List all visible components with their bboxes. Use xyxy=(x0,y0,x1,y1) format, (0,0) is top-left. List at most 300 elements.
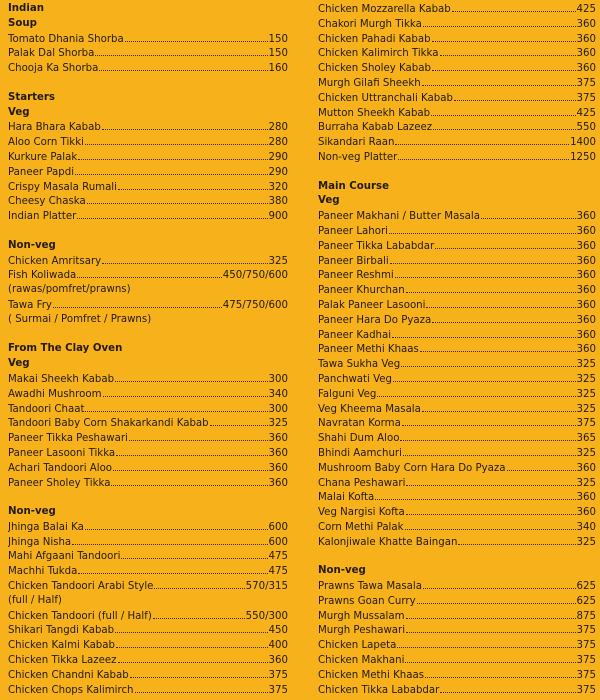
dot-leader xyxy=(420,342,576,352)
menu-item-price: 280 xyxy=(268,122,288,134)
menu-item-price: 425 xyxy=(576,4,596,15)
menu-item xyxy=(318,313,596,328)
menu-item xyxy=(8,431,288,446)
menu-item-price: 900 xyxy=(268,211,288,223)
menu-item-price: 1400 xyxy=(570,137,596,149)
dot-leader xyxy=(454,91,576,101)
menu-item-note: (full / Half) xyxy=(8,594,62,606)
menu-item-name: Paneer Lahori xyxy=(318,225,388,237)
menu-item xyxy=(8,623,288,638)
menu-item xyxy=(318,32,596,47)
menu-item-name: Mutton Sheekh Kabab xyxy=(318,107,431,119)
dot-leader xyxy=(390,254,576,264)
menu-item-name: Veg Nargisi Kofta xyxy=(318,507,405,519)
menu-item xyxy=(8,268,288,283)
menu-item-price: 1250 xyxy=(570,151,596,163)
menu-item xyxy=(8,120,288,135)
dot-leader xyxy=(426,298,575,308)
dot-leader xyxy=(458,535,575,545)
menu-item-price: 325 xyxy=(576,359,596,371)
menu-item-price: 290 xyxy=(268,166,288,178)
menu-item xyxy=(318,609,596,624)
menu-item-price: 300 xyxy=(268,373,288,385)
menu-item-price: 360 xyxy=(268,462,288,474)
menu-item-price: 360 xyxy=(576,225,596,237)
menu-item-price: 360 xyxy=(576,507,596,519)
menu-item-price: 325 xyxy=(576,447,596,459)
menu-item-price: 325 xyxy=(576,536,596,548)
menu-item-price: 150 xyxy=(268,48,288,60)
menu-item-price: 375 xyxy=(268,684,288,696)
menu-item xyxy=(318,683,596,698)
menu-item-name: Aloo Corn Tikki xyxy=(8,137,84,149)
menu-item xyxy=(318,505,596,520)
dot-leader xyxy=(481,209,576,219)
menu-item xyxy=(8,549,288,564)
menu-item-name: Fish Koliwada xyxy=(8,270,77,282)
menu-item xyxy=(318,342,596,357)
menu-item-price: 625 xyxy=(576,595,596,607)
menu-item xyxy=(318,76,596,91)
dot-leader xyxy=(432,313,575,323)
spacer xyxy=(8,224,288,239)
spacer xyxy=(318,165,596,180)
menu-item xyxy=(8,209,288,224)
menu-item-price: 360 xyxy=(576,462,596,474)
menu-item-name: Jhinga Balai Ka xyxy=(8,521,84,533)
menu-item-name: Sikandari Raan xyxy=(318,137,395,149)
menu-item-name: Chicken Chops Kalimirch xyxy=(8,684,134,696)
menu-item-price: 360 xyxy=(576,344,596,356)
dot-leader xyxy=(135,683,268,693)
dot-leader xyxy=(75,165,268,175)
menu-item-price: 450/750/600 xyxy=(222,270,288,282)
menu-item xyxy=(318,579,596,594)
menu-item-price: 625 xyxy=(576,581,596,593)
dot-leader xyxy=(432,61,576,71)
menu-item-price: 475 xyxy=(268,566,288,578)
menu-item-price: 325 xyxy=(576,477,596,489)
menu-item-price: 360 xyxy=(576,492,596,504)
menu-item xyxy=(318,490,596,505)
menu-item-price: 325 xyxy=(576,373,596,385)
section-heading-indian: Indian xyxy=(8,3,44,14)
menu-item-price: 150 xyxy=(268,33,288,45)
menu-item-name: Tandoori Baby Corn Shakarkandi Kabab xyxy=(8,418,209,430)
dot-leader xyxy=(395,135,569,145)
menu-item-name: Machhi Tukda xyxy=(8,566,78,578)
dot-leader xyxy=(405,653,575,663)
menu-item-name: Chana Peshawari xyxy=(318,477,406,489)
menu-item-name: Falguni Veg xyxy=(318,388,377,400)
dot-leader xyxy=(154,579,244,589)
menu-item xyxy=(8,638,288,653)
menu-item-price: 365 xyxy=(576,433,596,445)
menu-item-name: Paneer Reshmi xyxy=(318,270,394,282)
dot-leader xyxy=(113,461,268,471)
section-heading-main-course: Main Course xyxy=(318,180,390,192)
menu-item-name: Navratan Korma xyxy=(318,418,401,430)
dot-leader xyxy=(87,194,268,204)
section-heading-non-veg: Non-veg xyxy=(8,506,56,518)
menu-item-name: Chicken Kalimirch Tikka xyxy=(318,48,439,60)
dot-leader xyxy=(118,180,268,190)
menu-item xyxy=(318,372,596,387)
menu-item-price: 360 xyxy=(576,63,596,75)
menu-item-price: 320 xyxy=(268,181,288,193)
dot-leader xyxy=(377,387,575,397)
menu-item-name: Veg Kheema Masala xyxy=(318,403,421,415)
menu-item-name: Prawns Goan Curry xyxy=(318,595,416,607)
menu-item xyxy=(8,180,288,195)
dot-leader xyxy=(116,446,267,456)
dot-leader xyxy=(85,520,268,530)
menu-item xyxy=(8,579,288,594)
menu-item xyxy=(318,150,596,165)
menu-item-name: Palak Dal Shorba xyxy=(8,48,95,60)
menu-item-name: Paneer Sholey Tikka xyxy=(8,477,111,489)
dot-leader xyxy=(77,268,221,278)
menu-item-name: Hara Bhara Kabab xyxy=(8,122,101,134)
menu-item-price: 325 xyxy=(268,418,288,430)
menu-item xyxy=(8,254,288,269)
menu-item-name: Paneer Methi Khaas xyxy=(318,344,419,356)
spacer xyxy=(8,76,288,91)
menu-item-name: Cheesy Chaska xyxy=(8,196,86,208)
menu-item xyxy=(318,224,596,239)
menu-item-name: Crispy Masala Rumali xyxy=(8,181,117,193)
menu-item-price: 380 xyxy=(268,196,288,208)
dot-leader xyxy=(85,402,267,412)
menu-item-name: Mahi Afgaani Tandoori xyxy=(8,551,121,563)
menu-item-price: 375 xyxy=(576,77,596,89)
menu-item xyxy=(8,387,288,402)
menu-item xyxy=(318,209,596,224)
dot-leader xyxy=(389,224,576,234)
dot-leader xyxy=(405,520,576,530)
menu-item-name: Chicken Tandoori (full / Half) xyxy=(8,610,152,622)
menu-item xyxy=(318,61,596,76)
dot-leader xyxy=(393,372,576,382)
dot-leader xyxy=(406,505,576,515)
menu-item-name: Paneer Papdi xyxy=(8,166,75,178)
menu-item-name: Kurkure Palak xyxy=(8,151,78,163)
dot-leader xyxy=(422,402,576,412)
dot-leader xyxy=(406,609,576,619)
menu-item-name: Paneer Khurchan xyxy=(318,285,405,297)
dot-leader xyxy=(422,76,576,86)
menu-item-price: 360 xyxy=(576,299,596,311)
menu-item xyxy=(318,668,596,683)
dot-leader xyxy=(116,638,268,648)
dot-leader xyxy=(417,594,576,604)
menu-item-price: 360 xyxy=(576,211,596,223)
menu-item-name: Indian Platter xyxy=(8,211,77,223)
menu-item-name: Kalonjiwale Khatte Baingan xyxy=(318,536,458,548)
menu-item-name: Chicken Pahadi Kabab xyxy=(318,33,431,45)
menu-item xyxy=(8,564,288,579)
dot-leader xyxy=(95,46,267,56)
menu-item-name: Chicken Mozzarella Kabab xyxy=(318,4,451,15)
dot-leader xyxy=(507,461,576,471)
menu-item-price: 290 xyxy=(268,151,288,163)
menu-item-name: Malai Kofta xyxy=(318,492,375,504)
menu-item xyxy=(318,520,596,535)
menu-item-name: Chicken Tikka Lababdar xyxy=(318,684,440,696)
menu-item-name: Shikari Tangdi Kabab xyxy=(8,625,115,637)
menu-item-name: Chooja Ka Shorba xyxy=(8,63,99,75)
menu-item xyxy=(8,402,288,417)
menu-item xyxy=(318,476,596,491)
menu-item-name: Makai Sheekh Kabab xyxy=(8,373,115,385)
dot-leader xyxy=(115,623,267,633)
menu-item-price: 400 xyxy=(268,640,288,652)
menu-item-name: Chicken Sholey Kabab xyxy=(318,63,431,75)
menu-item-name: Paneer Hara Do Pyaza xyxy=(318,314,432,326)
menu-item-name: Murgh Peshawari xyxy=(318,625,406,637)
dot-leader xyxy=(53,298,222,308)
section-heading-starters: Starters xyxy=(8,91,55,103)
menu-item-name: Chakori Murgh Tikka xyxy=(318,18,422,30)
spacer xyxy=(8,328,288,343)
section-heading-veg: Veg xyxy=(318,195,340,207)
dot-leader xyxy=(406,476,575,486)
menu-item-price: 475/750/600 xyxy=(222,299,288,311)
dot-leader xyxy=(102,120,268,130)
menu-item xyxy=(318,298,596,313)
menu-item-price: 475 xyxy=(268,551,288,563)
menu-item-price: 340 xyxy=(268,388,288,400)
menu-column-left xyxy=(8,2,288,697)
menu-item-price: 375 xyxy=(576,625,596,637)
dot-leader xyxy=(403,446,576,456)
menu-item-price: 570/315 xyxy=(245,581,288,593)
menu-item xyxy=(318,254,596,269)
menu-item-name: Paneer Makhani / Butter Masala xyxy=(318,211,480,223)
dot-leader xyxy=(153,609,245,619)
dot-leader xyxy=(423,17,576,27)
spacer xyxy=(8,490,288,505)
menu-item-name: Chicken Uttranchali Kabab xyxy=(318,92,453,104)
dot-leader xyxy=(111,476,267,486)
menu-item-name: Awadhi Mushroom xyxy=(8,388,102,400)
dot-leader xyxy=(395,268,576,278)
menu-item-price: 375 xyxy=(576,669,596,681)
dot-leader xyxy=(400,431,575,441)
menu-item-price: 550 xyxy=(576,122,596,134)
menu-item-name: Chicken Makhani xyxy=(318,655,405,667)
menu-item-price: 360 xyxy=(268,477,288,489)
menu-item-price: 375 xyxy=(576,684,596,696)
menu-item-price: 550/300 xyxy=(245,610,288,622)
menu-item-price: 360 xyxy=(268,433,288,445)
menu-item-name: Paneer Tikka Lababdar xyxy=(318,240,435,252)
menu-item-name: Shahi Dum Aloo xyxy=(318,433,400,445)
dot-leader xyxy=(406,283,576,293)
menu-item-name: Paneer Kadhai xyxy=(318,329,392,341)
menu-item-price: 450 xyxy=(268,625,288,637)
dot-leader xyxy=(78,150,267,160)
menu-item xyxy=(318,431,596,446)
section-heading-non-veg: Non-veg xyxy=(8,239,56,251)
menu-item-price: 325 xyxy=(576,388,596,400)
menu-item xyxy=(8,520,288,535)
dot-leader xyxy=(423,579,576,589)
dot-leader xyxy=(397,638,575,648)
menu-item xyxy=(318,653,596,668)
menu-item-name: Mushroom Baby Corn Hara Do Pyaza xyxy=(318,462,506,474)
menu-item-price: 340 xyxy=(576,521,596,533)
menu-item-price: 325 xyxy=(268,255,288,267)
menu-column-right xyxy=(318,2,596,697)
menu-item-name: Murgh Gilafi Sheekh xyxy=(318,77,421,89)
menu-item-name: Paneer Tikka Peshawari xyxy=(8,433,128,445)
dot-leader xyxy=(85,135,268,145)
dot-leader xyxy=(431,106,575,116)
menu-item-price: 360 xyxy=(576,33,596,45)
menu-item-price: 160 xyxy=(268,63,288,75)
spacer xyxy=(318,549,596,564)
dot-leader xyxy=(392,328,575,338)
dot-leader xyxy=(452,2,576,12)
dot-leader xyxy=(210,416,268,426)
menu-item-name: Chicken Amritsary xyxy=(8,255,102,267)
menu-item-price: 375 xyxy=(268,669,288,681)
menu-item xyxy=(318,594,596,609)
menu-item xyxy=(8,298,288,313)
menu-item-price: 360 xyxy=(576,48,596,60)
dot-leader xyxy=(99,61,267,71)
menu-item-name: Tandoori Chaat xyxy=(8,403,85,415)
menu-item-name: Murgh Mussalam xyxy=(318,610,405,622)
dot-leader xyxy=(425,668,576,678)
menu-item-name: Tawa Fry xyxy=(8,299,52,311)
dot-leader xyxy=(440,683,575,693)
menu-item xyxy=(318,268,596,283)
dot-leader xyxy=(102,254,267,264)
dot-leader xyxy=(103,387,268,397)
menu-item xyxy=(318,535,596,550)
menu-item xyxy=(8,165,288,180)
section-heading-from-the-clay-oven: From The Clay Oven xyxy=(8,343,123,355)
menu-item xyxy=(318,91,596,106)
section-heading-soup: Soup xyxy=(8,17,37,29)
menu-item xyxy=(318,328,596,343)
menu-item-price: 300 xyxy=(268,403,288,415)
menu-item-price: 360 xyxy=(576,270,596,282)
menu-item-price: 360 xyxy=(576,329,596,341)
menu-item-name: Tawa Sukha Veg xyxy=(318,359,401,371)
menu-item xyxy=(318,357,596,372)
menu-item xyxy=(8,150,288,165)
dot-leader xyxy=(402,416,576,426)
dot-leader xyxy=(78,564,267,574)
menu-item xyxy=(8,535,288,550)
menu-item-name: Chicken Kalmi Kabab xyxy=(8,640,115,652)
menu-item-price: 600 xyxy=(268,521,288,533)
dot-leader xyxy=(72,535,267,545)
menu-item xyxy=(318,387,596,402)
menu-item-price: 425 xyxy=(576,107,596,119)
menu-item xyxy=(318,446,596,461)
menu-item-price: 375 xyxy=(576,92,596,104)
menu-item-name: Non-veg Platter xyxy=(318,151,398,163)
section-heading-non-veg: Non-veg xyxy=(318,565,366,577)
menu-item xyxy=(8,194,288,209)
menu-item-price: 360 xyxy=(268,655,288,667)
dot-leader xyxy=(440,46,576,56)
menu-item xyxy=(318,2,596,17)
menu-item-price: 600 xyxy=(268,536,288,548)
menu-item-name: Chicken Lapeta xyxy=(318,640,397,652)
menu-item-name: Bhindi Aamchuri xyxy=(318,447,402,459)
dot-leader xyxy=(125,32,268,42)
menu-item xyxy=(318,46,596,61)
menu-item-name: Palak Paneer Lasooni xyxy=(318,299,426,311)
menu-item xyxy=(8,461,288,476)
section-heading-veg: Veg xyxy=(8,106,30,118)
dot-leader xyxy=(435,239,575,249)
menu-item xyxy=(318,239,596,254)
menu-item xyxy=(318,120,596,135)
menu-item xyxy=(8,446,288,461)
menu-item xyxy=(8,476,288,491)
menu-item-name: Jhinga Nisha xyxy=(8,536,72,548)
dot-leader xyxy=(130,668,268,678)
dot-leader xyxy=(433,120,575,130)
menu-item-note: ( Surmai / Pomfret / Prawns) xyxy=(8,313,152,325)
menu-item xyxy=(318,461,596,476)
menu-item-name: Chicken Tikka Lazeez xyxy=(8,655,117,667)
dot-leader xyxy=(406,623,575,633)
menu-item xyxy=(8,32,288,47)
menu-item xyxy=(318,17,596,32)
menu-item-name: Burraha Kabab Lazeez xyxy=(318,122,433,134)
dot-leader xyxy=(432,32,576,42)
menu-item xyxy=(8,372,288,387)
dot-leader xyxy=(118,653,268,663)
menu-item-price: 360 xyxy=(576,255,596,267)
dot-leader xyxy=(77,209,267,219)
menu-item-name: Paneer Birbali xyxy=(318,255,389,267)
menu-item-name: Chicken Chandni Kabab xyxy=(8,669,129,681)
menu-item-price: 375 xyxy=(576,640,596,652)
menu-item xyxy=(318,402,596,417)
menu-item-name: Chicken Tandoori Arabi Style xyxy=(8,581,154,593)
menu-item-price: 360 xyxy=(576,18,596,30)
menu-item xyxy=(318,106,596,121)
menu-item-name: Prawns Tawa Masala xyxy=(318,581,422,593)
menu-item-price: 360 xyxy=(576,314,596,326)
menu-item xyxy=(8,61,288,76)
menu-item-name: Chicken Methi Khaas xyxy=(318,669,425,681)
menu-item xyxy=(318,135,596,150)
menu-item xyxy=(318,283,596,298)
dot-leader xyxy=(129,431,268,441)
menu-item-price: 360 xyxy=(576,240,596,252)
menu-item-note: (rawas/pomfret/prawns) xyxy=(8,284,131,296)
section-heading-veg: Veg xyxy=(8,358,30,370)
menu-item xyxy=(8,416,288,431)
menu-item-name: Corn Methi Palak xyxy=(318,521,404,533)
dot-leader xyxy=(401,357,575,367)
menu-item xyxy=(318,638,596,653)
menu-item xyxy=(8,683,288,698)
menu-item xyxy=(8,609,288,624)
menu-item-price: 875 xyxy=(576,610,596,622)
menu-item-name: Achari Tandoori Aloo xyxy=(8,462,113,474)
menu-item xyxy=(8,135,288,150)
